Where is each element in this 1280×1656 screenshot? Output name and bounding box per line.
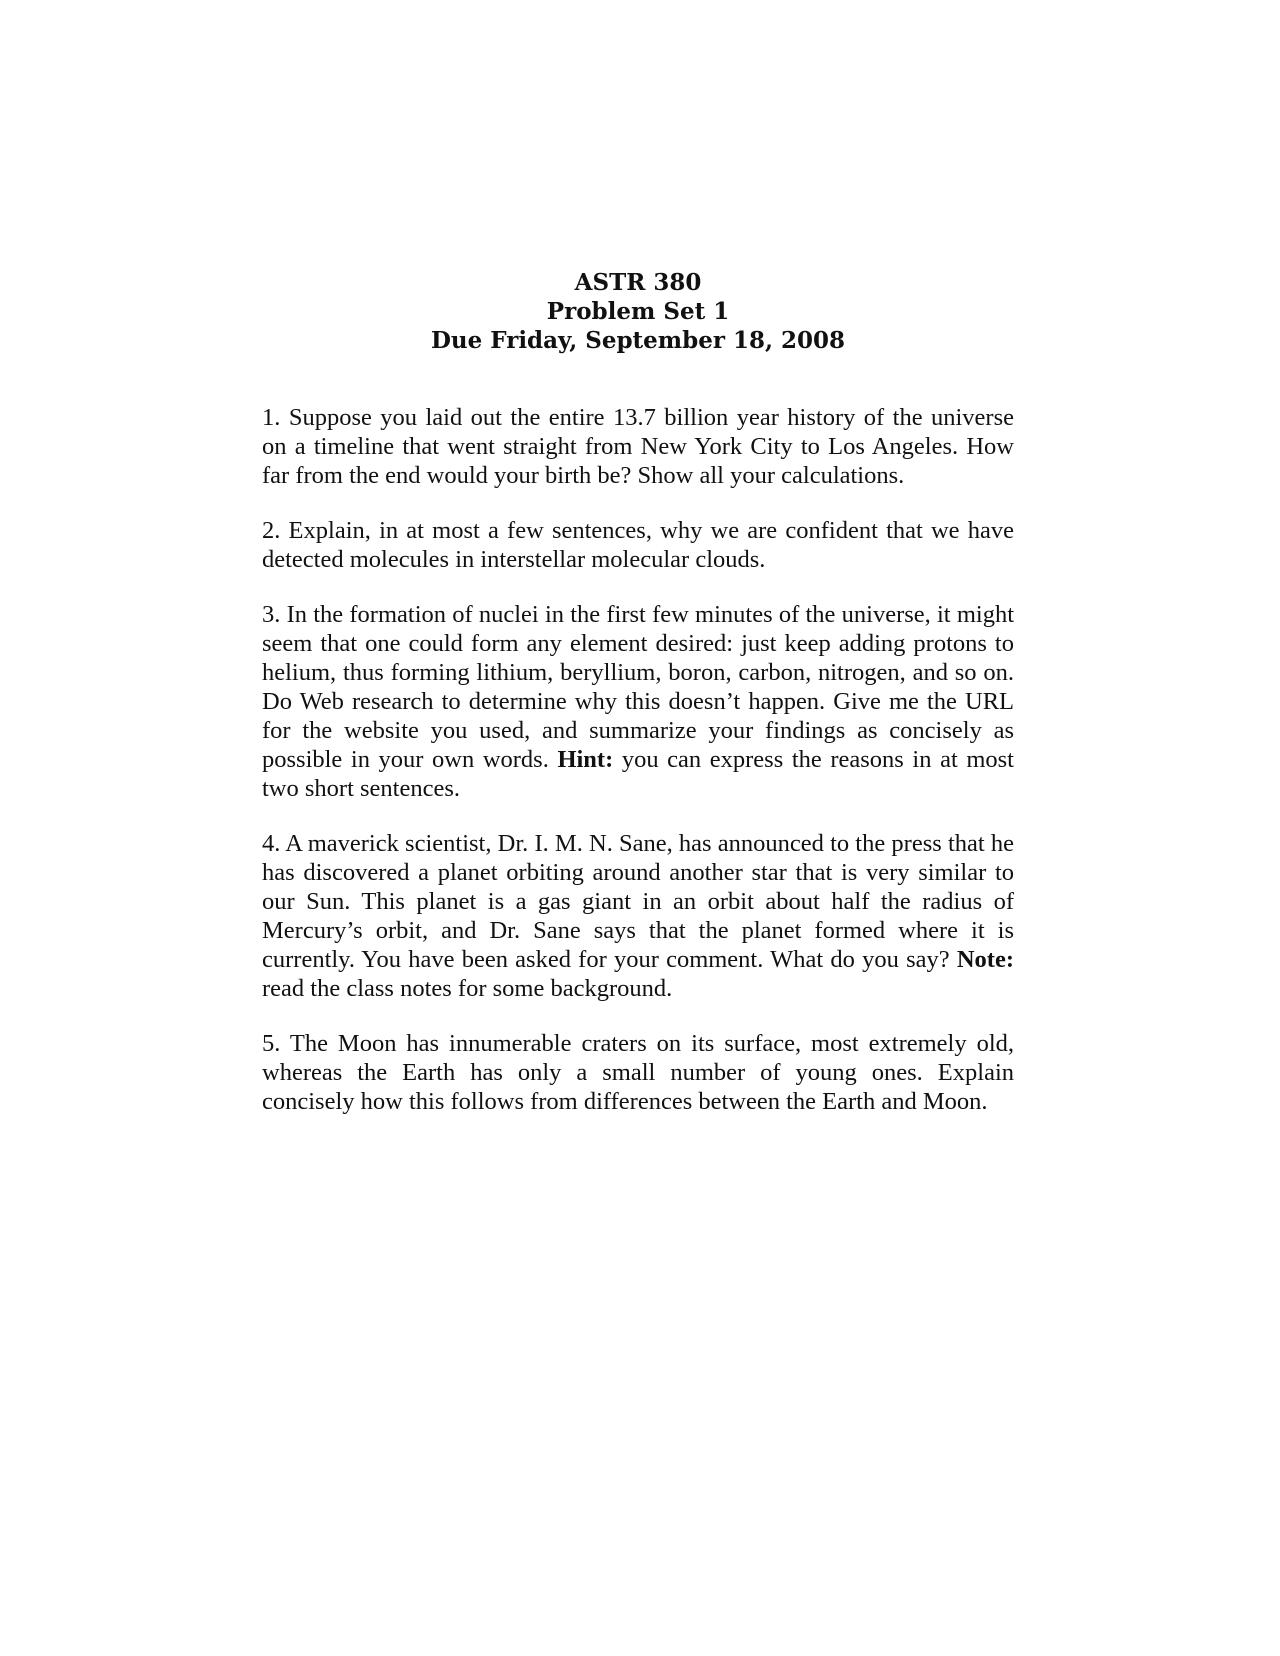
document-header xyxy=(262,268,1014,355)
document-page xyxy=(262,268,1014,1142)
problem-4 xyxy=(262,829,1014,1003)
problem-4-note-text: read the class notes for some background. xyxy=(262,975,673,1002)
problem-2-text: 2. Explain, in at most a few sentences, why we are confident that we have detected molecules in interstellar molecular clouds. xyxy=(262,517,1014,573)
problem-3 xyxy=(262,600,1014,803)
problem-3-text: 3. In the formation of nuclei in the first few minutes of the universe, it might seem that one could form any element desired: just keep adding protons to helium, thus forming lithium, beryllium, boron, carbon, nitrogen, and so on. Do Web research to determine why this doesn’t happen. Give me the URL for the website you used, and summarize your findings as concisely as possible in your own words. xyxy=(262,601,1014,773)
problem-3-hint-label: Hint: xyxy=(557,746,614,773)
problem-5 xyxy=(262,1029,1014,1116)
due-date: Due Friday, September 18, 2008 xyxy=(430,327,846,354)
course-code: ASTR 380 xyxy=(574,269,702,296)
problem-list xyxy=(262,403,1014,1116)
problem-2 xyxy=(262,516,1014,574)
problem-4-note-label: Note: xyxy=(956,946,1014,973)
problem-1 xyxy=(262,403,1014,490)
problem-1-text: 1. Suppose you laid out the entire 13.7 billion year history of the universe on a timeline that went straight from New York City to Los Angeles. How far from the end would your birth be? Show all your calculations. xyxy=(262,404,1014,489)
problem-3-hint-text: you can express the reasons in at most two short sentences. xyxy=(262,746,1014,802)
problem-4-text: 4. A maverick scientist, Dr. I. M. N. Sane, has announced to the press that he has discovered a planet orbiting around another star that is very similar to our Sun. This planet is a gas giant in an orbit about half the radius of Mercury’s orbit, and Dr. Sane says that the planet formed where it is currently. You have been asked for your comment. What do you say? xyxy=(262,830,1014,973)
problem-set-title: Problem Set 1 xyxy=(546,298,730,325)
problem-5-text: 5. The Moon has innumerable craters on its surface, most extremely old, whereas the Earth has only a small number of young ones. Explain concisely how this follows from differences between the Earth and Moon. xyxy=(262,1030,1014,1115)
